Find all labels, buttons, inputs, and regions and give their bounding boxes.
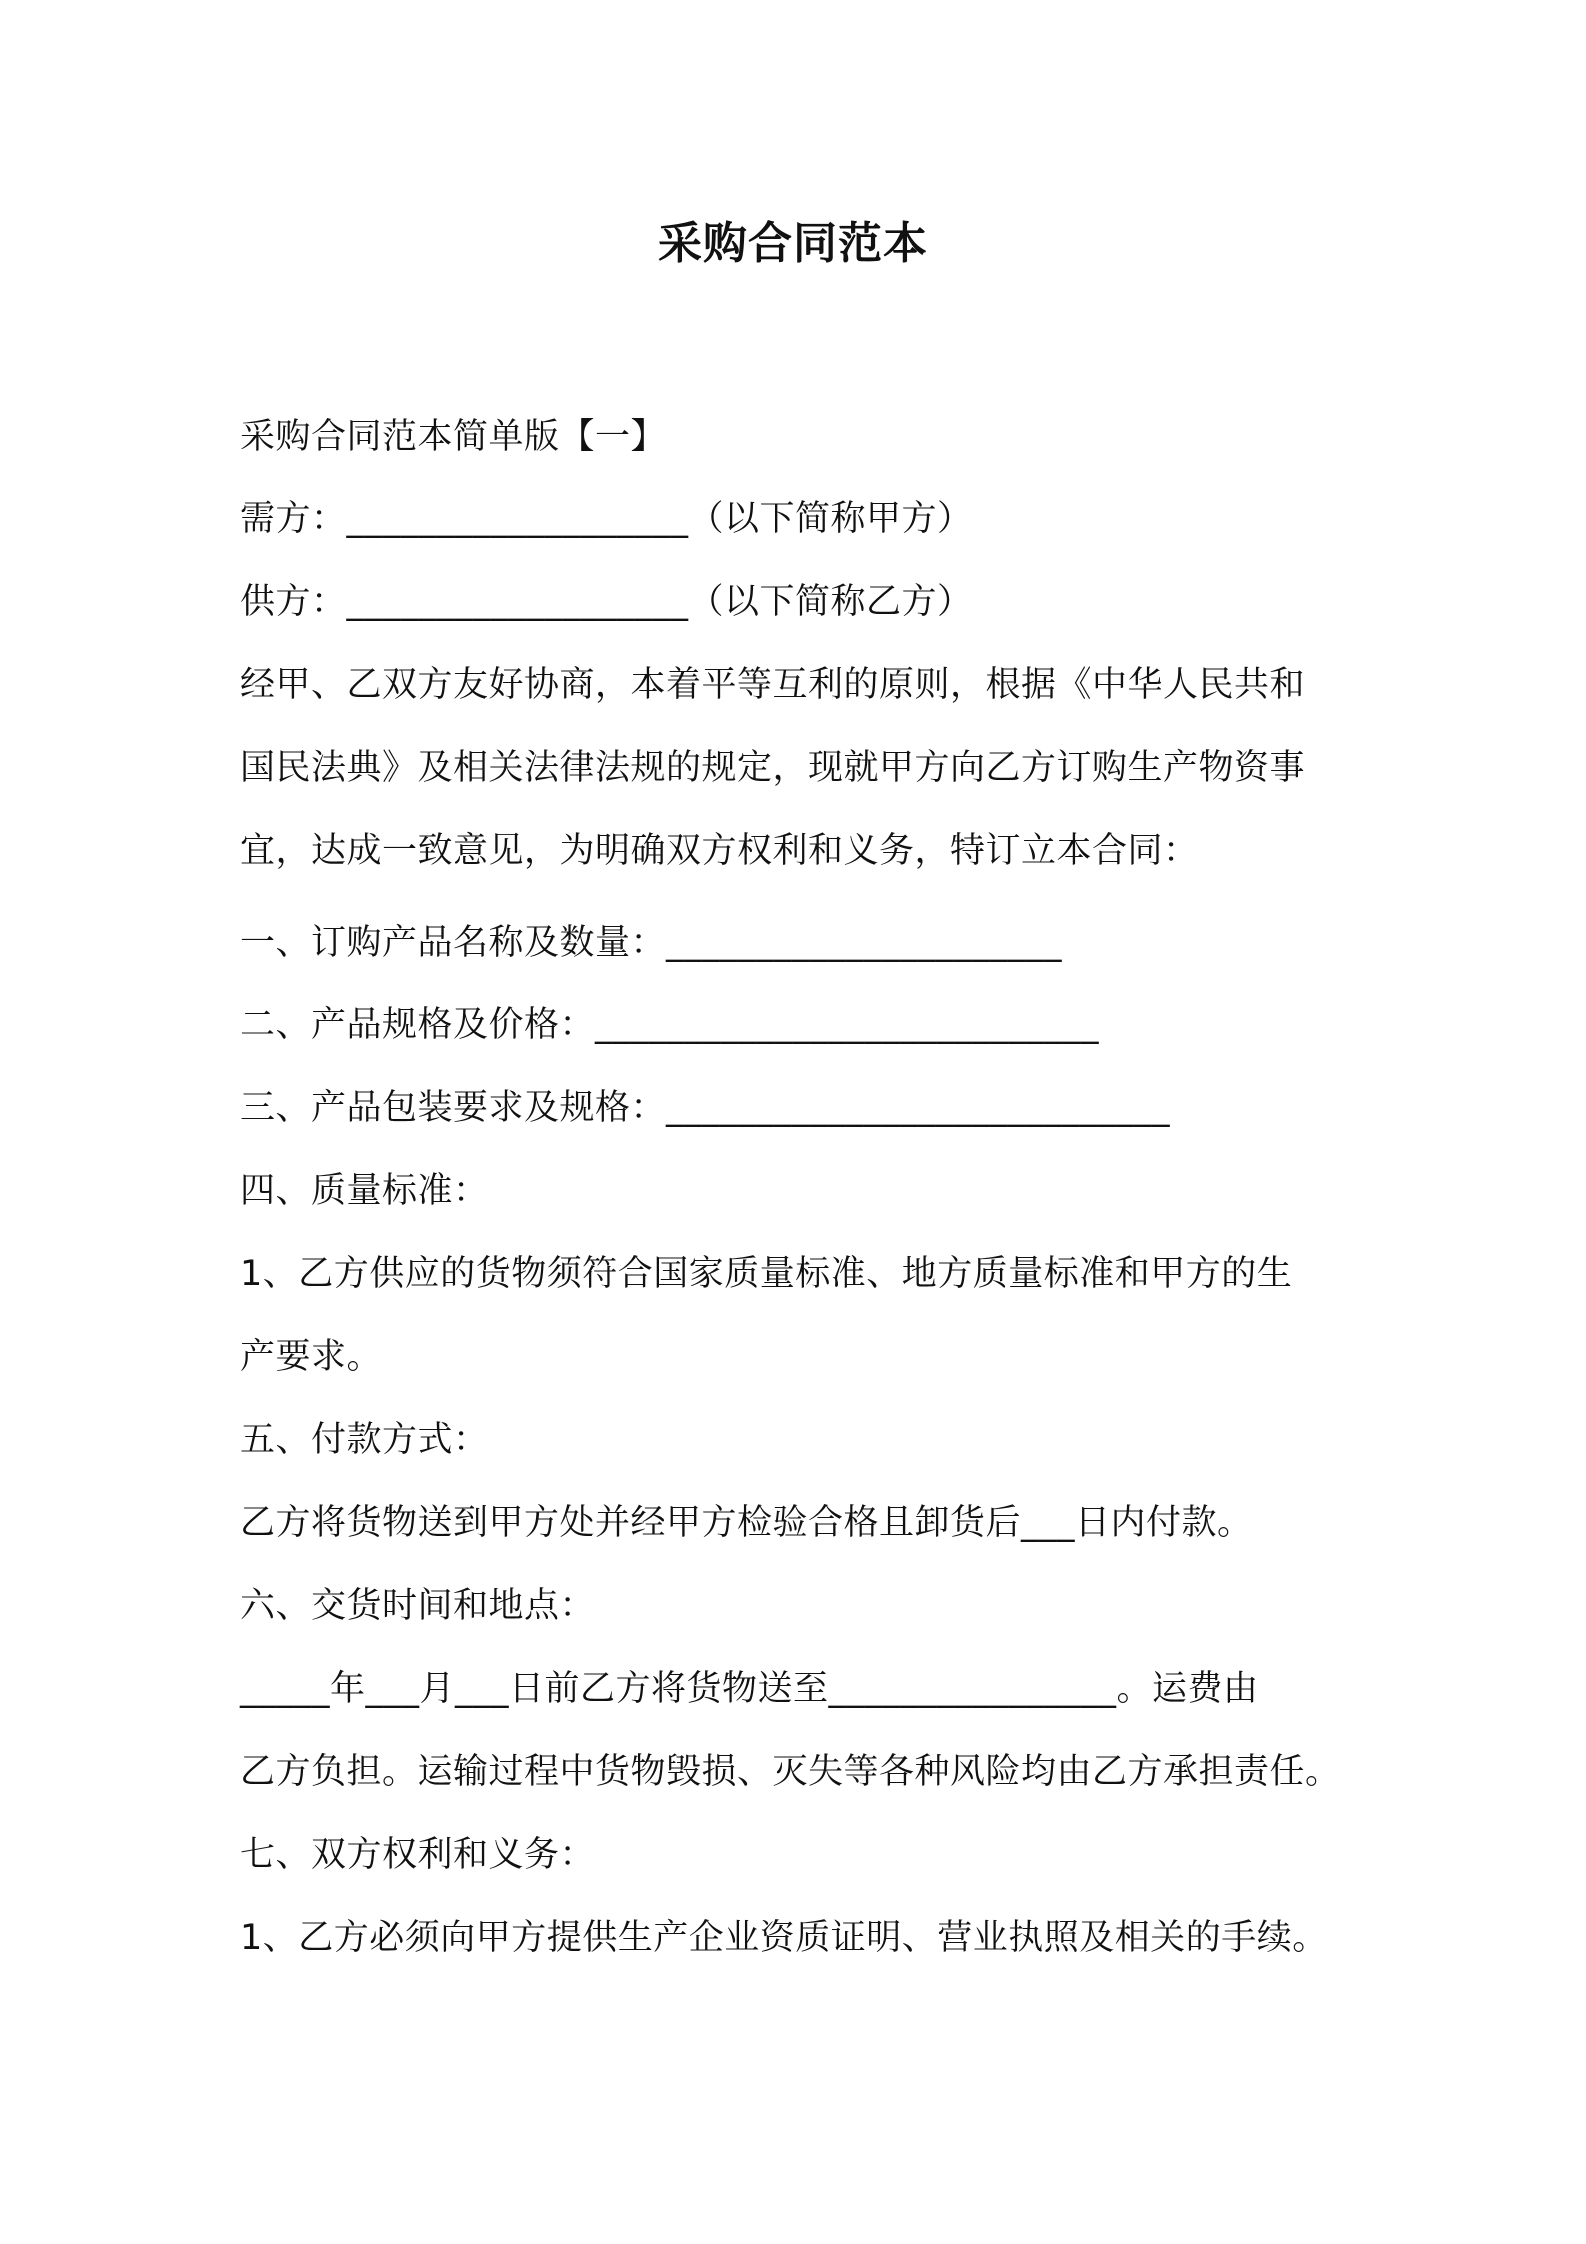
preamble-line-2: 国民法典》及相关法律法规的规定，现就甲方向乙方订购生产物资事 <box>240 748 1306 788</box>
clause-6-text-line-2: 乙方负担。运输过程中货物毁损、灭失等各种风险均由乙方承担责任。 <box>240 1752 1341 1792</box>
section-heading: 采购合同范本简单版【一】 <box>240 417 667 457</box>
clause-7-item-1: 1、乙方必须向甲方提供生产企业资质证明、营业执照及相关的手续。 <box>240 1918 1328 1958</box>
clause-6-heading: 六、交货时间和地点： <box>240 1586 596 1626</box>
clause-6-text-line-1: _____年___月___日前乙方将货物送至________________。运费由 <box>240 1669 1259 1709</box>
clause-3-packaging: 三、产品包装要求及规格：____________________________ <box>240 1088 1171 1128</box>
supplier-line: 供方：___________________（以下简称乙方） <box>240 582 973 622</box>
clause-1-product-quantity: 一、订购产品名称及数量：______________________ <box>240 923 1063 963</box>
buyer-line: 需方：___________________（以下简称甲方） <box>240 499 973 539</box>
clause-5-text: 乙方将货物送到甲方处并经甲方检验合格且卸货后___日内付款。 <box>240 1503 1253 1543</box>
preamble-line-1: 经甲、乙双方友好协商，本着平等互利的原则，根据《中华人民共和 <box>240 665 1306 705</box>
document-title: 采购合同范本 <box>658 218 928 269</box>
clause-4-item-1-line-1: 1、乙方供应的货物须符合国家质量标准、地方质量标准和甲方的生 <box>240 1254 1293 1294</box>
clause-2-spec-price: 二、产品规格及价格：____________________________ <box>240 1005 1100 1045</box>
clause-5-heading: 五、付款方式： <box>240 1420 489 1460</box>
clause-4-item-1-line-2: 产要求。 <box>240 1337 383 1377</box>
clause-4-heading: 四、质量标准： <box>240 1171 489 1211</box>
preamble-line-3: 宜，达成一致意见，为明确双方权利和义务，特订立本合同： <box>240 831 1199 871</box>
clause-7-heading: 七、双方权利和义务： <box>240 1835 596 1875</box>
